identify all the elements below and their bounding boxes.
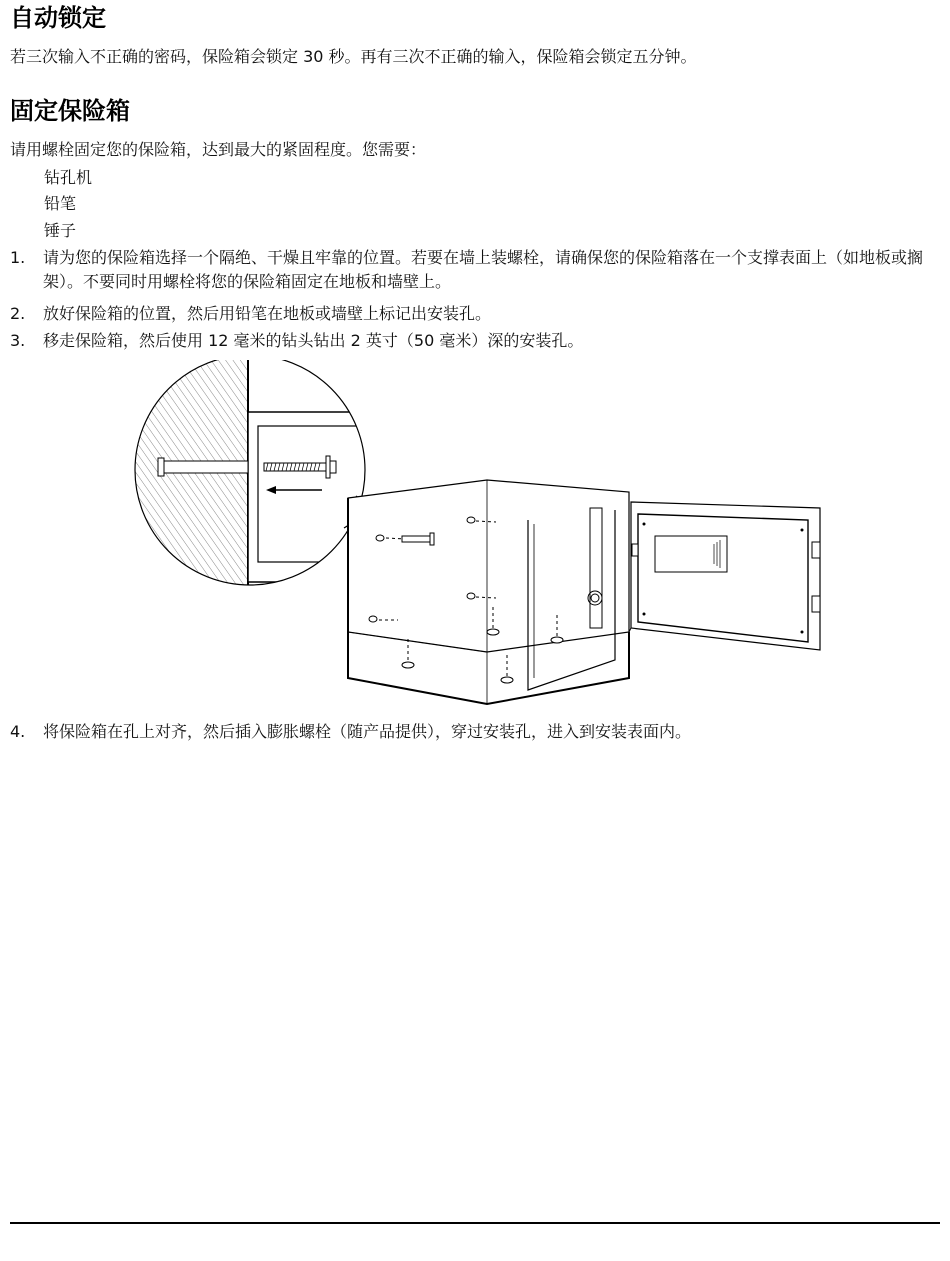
step-number: 1. [10,248,26,267]
step-item-4 [10,720,940,744]
step-number: 2. [10,304,26,323]
step-item-1 [10,246,940,294]
step-number: 3. [10,331,26,350]
footer-divider [10,1222,940,1224]
step-item-2 [10,302,940,326]
tool-item-drill: 钻孔机 [44,168,93,187]
auto-lock-body: 若三次输入不正确的密码，保险箱会锁定 30 秒。再有三次不正确的输入，保险箱会锁定五分钟。 [10,47,697,66]
step-text: 将保险箱在孔上对齐，然后插入膨胀螺栓（随产品提供），穿过安装孔，进入到安装表面内。 [43,722,692,741]
step-text: 移走保险箱，然后使用 12 毫米的钻头钻出 2 英寸（50 毫米）深的安装孔。 [43,331,584,350]
safe-bolt-installation-illustration [130,360,830,710]
step-number: 4. [10,722,26,741]
safe-body [348,480,629,704]
magnifier-detail [130,360,378,600]
section-title-secure-safe: 固定保险箱 [10,97,130,125]
step-text: 放好保险箱的位置，然后用铅笔在地板或墙壁上标记出安装孔。 [43,304,492,323]
safe-illustration-svg [130,360,830,710]
tool-item-hammer: 锤子 [44,221,77,240]
tool-item-pencil: 铅笔 [44,194,77,213]
secure-safe-intro: 请用螺栓固定您的保险箱，达到最大的紧固程度。您需要： [10,140,427,159]
step-text: 请为您的保险箱选择一个隔绝、干燥且牢靠的位置。若要在墙上装螺栓，请确保您的保险箱落在一个支撑表面上（如地板或搁架）。不要同时用螺栓将您的保险箱固定在地板和墙壁上。 [43,248,924,291]
safe-door [631,502,820,650]
section-title-auto-lock: 自动锁定 [10,4,106,32]
step-item-3 [10,329,940,353]
